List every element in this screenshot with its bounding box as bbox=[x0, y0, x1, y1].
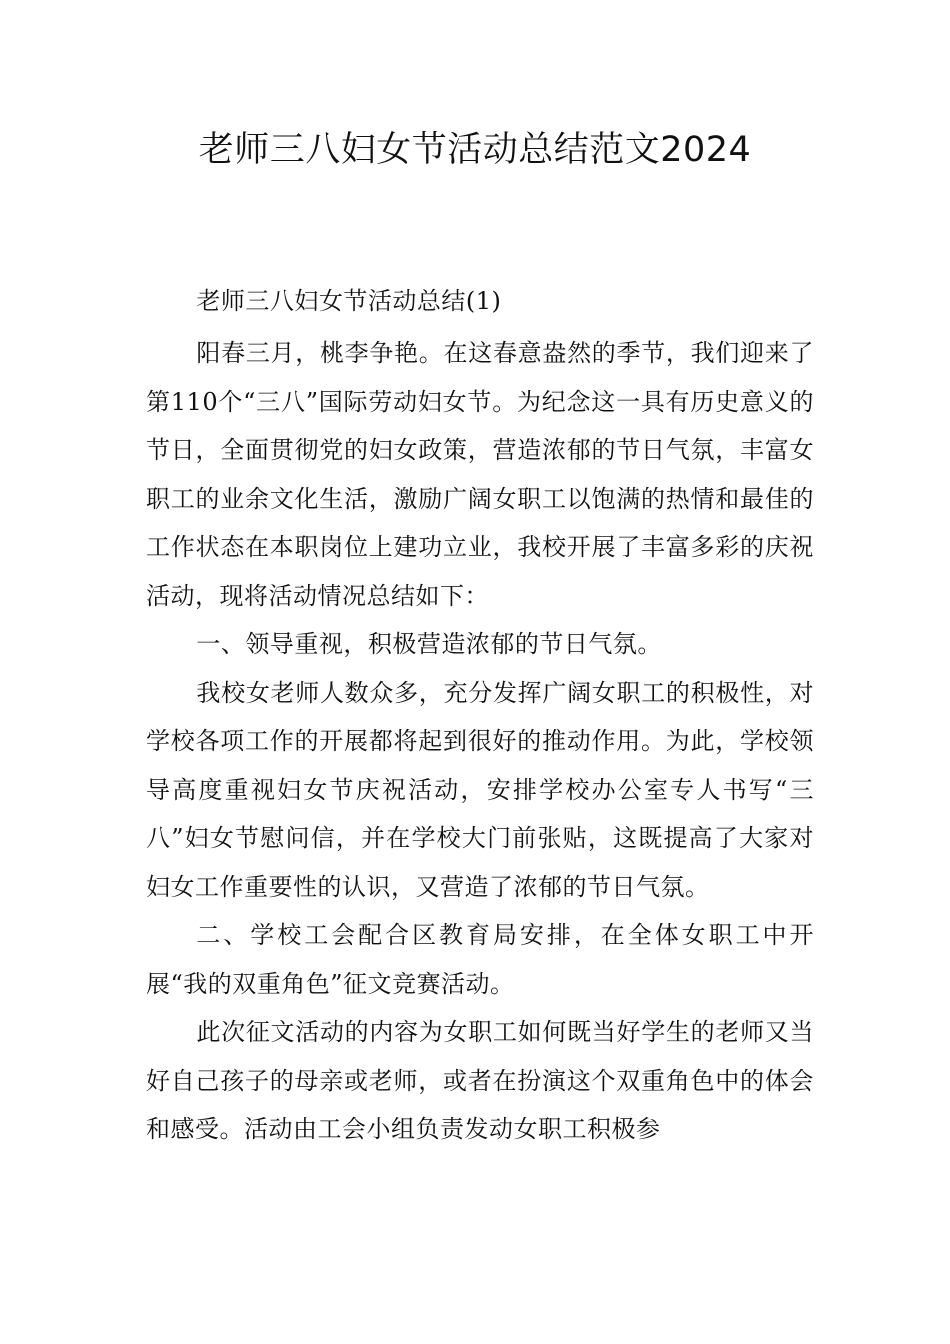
section-heading: 老师三八妇女节活动总结(1) bbox=[196, 287, 502, 315]
body-paragraph: 此次征文活动的内容为女职工如何既当好学生的老师又当好自己孩子的母亲或老师，或者在扮演这个双重角色中的体会和感受。活动由工会小组负责发动女职工积极参 bbox=[146, 1018, 814, 1143]
section-heading: 二、学校工会配合区教育局安排，在全体女职工中开展“我的双重角色”征文竞赛活动。 bbox=[146, 921, 814, 998]
section-heading: 一、领导重视，积极营造浓郁的节日气氛。 bbox=[196, 630, 662, 658]
body-paragraph: 阳春三月，桃李争艳。在这春意盎然的季节，我们迎来了第110个“三八”国际劳动妇女节。为纪念这一具有历史意义的节日，全面贯彻党的妇女政策，营造浓郁的节日气氛，丰富女职工的业余文化生活，激励广阔女职工以饱满的热情和最佳的工作状态在本职岗位上建功立业，我校开展了丰富多彩的庆祝活动，现将活动情况总结如下： bbox=[146, 339, 814, 610]
document-title: 老师三八妇女节活动总结范文2024 bbox=[198, 130, 752, 170]
document-body bbox=[146, 277, 814, 1154]
body-paragraph: 我校女老师人数众多，充分发挥广阔女职工的积极性，对学校各项工作的开展都将起到很好的推动作用。为此，学校领导高度重视妇女节庆祝活动，安排学校办公室专人书写“三八”妇女节慰问信，并在学校大门前张贴，这既提高了大家对妇女工作重要性的认识，又营造了浓郁的节日气氛。 bbox=[146, 678, 814, 901]
